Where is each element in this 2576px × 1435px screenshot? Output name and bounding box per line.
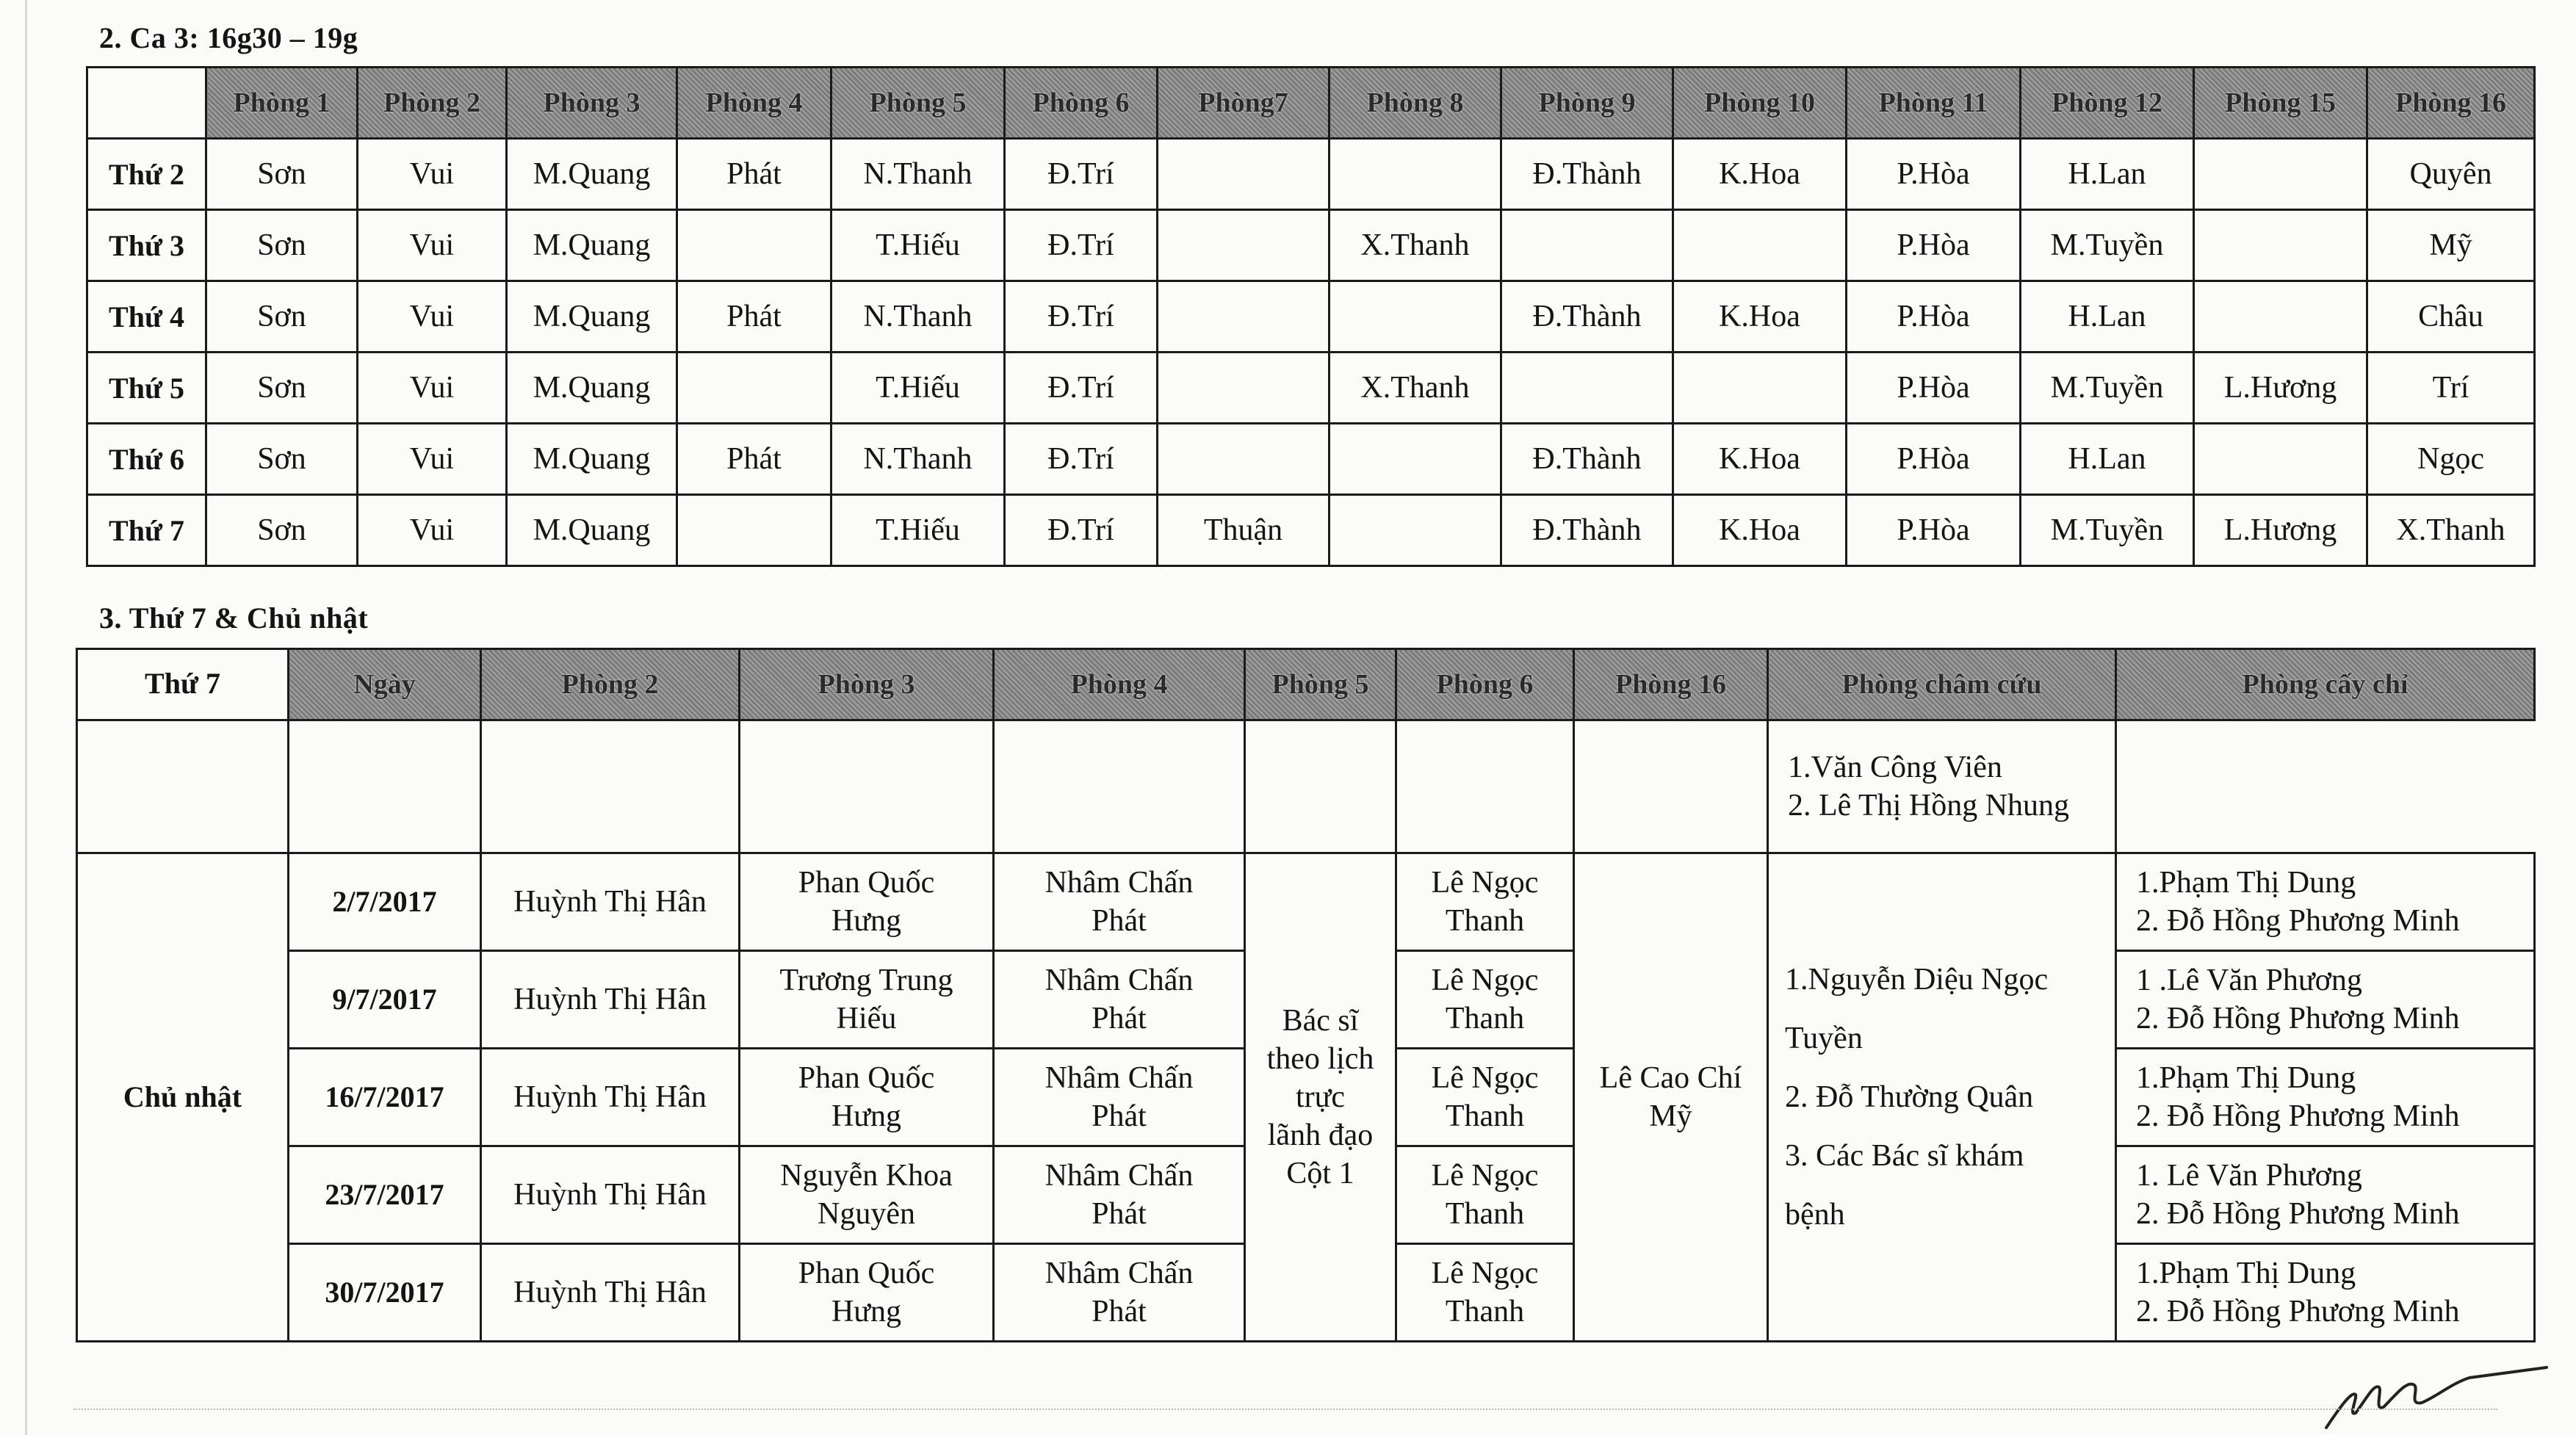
staff-cell: Sơn bbox=[206, 210, 358, 281]
staff-cell: Vui bbox=[358, 495, 507, 566]
column-header: Phòng cấy chỉ bbox=[2116, 649, 2535, 720]
cell-line: Lê Cao Chí bbox=[1599, 1061, 1742, 1095]
staff-cell: Sơn bbox=[206, 424, 358, 495]
cham-cuu-cell bbox=[1768, 853, 2116, 1342]
phong2-cell: Huỳnh Thị Hân bbox=[481, 853, 740, 951]
cell-line: Phát bbox=[1092, 1099, 1147, 1133]
staff-cell: Sơn bbox=[206, 353, 358, 424]
cell-line: Lê Ngọc bbox=[1431, 1061, 1539, 1095]
empty-cell bbox=[77, 720, 289, 853]
cell-line: Hiếu bbox=[836, 1002, 897, 1035]
staff-cell: Đ.Trí bbox=[1005, 139, 1158, 210]
staff-cell: T.Hiếu bbox=[831, 495, 1005, 566]
cell-line: Bác sĩ bbox=[1282, 1004, 1359, 1038]
cell-line: Lê Ngọc bbox=[1431, 1257, 1539, 1290]
phong2-cell: Huỳnh Thị Hân bbox=[481, 951, 740, 1049]
cay-chi-cell bbox=[2116, 1244, 2535, 1342]
phong2-cell: Huỳnh Thị Hân bbox=[481, 1146, 740, 1244]
staff-cell bbox=[2194, 139, 2367, 210]
phong4-cell bbox=[994, 951, 1245, 1049]
staff-cell: Đ.Trí bbox=[1005, 424, 1158, 495]
staff-cell bbox=[1501, 210, 1673, 281]
row-label-sunday: Chủ nhật bbox=[77, 853, 289, 1342]
staff-cell: Phát bbox=[677, 424, 831, 495]
cell-line: theo lịch bbox=[1266, 1042, 1374, 1076]
column-header: Phòng châm cứu bbox=[1768, 649, 2116, 720]
table-row bbox=[87, 139, 2535, 210]
date-cell: 30/7/2017 bbox=[289, 1244, 481, 1342]
phong3-cell bbox=[740, 951, 994, 1049]
cell-line: Phát bbox=[1092, 904, 1147, 938]
staff-cell: M.Quang bbox=[507, 210, 677, 281]
cell-line: Thanh bbox=[1445, 1295, 1525, 1329]
staff-cell bbox=[2194, 281, 2367, 353]
phong4-cell bbox=[994, 1049, 1245, 1146]
cell-line: Nhâm Chấn bbox=[1045, 964, 1194, 997]
scan-margin-shadow bbox=[25, 0, 27, 1435]
column-header: Phòng 4 bbox=[677, 68, 831, 139]
column-header: Phòng 9 bbox=[1501, 68, 1673, 139]
row-label-saturday: Thứ 7 bbox=[77, 649, 289, 720]
empty-cell bbox=[289, 720, 481, 853]
cell-line: Thanh bbox=[1445, 1002, 1525, 1035]
staff-cell: Sơn bbox=[206, 281, 358, 353]
cell-line: Cột 1 bbox=[1286, 1157, 1354, 1190]
column-header: Ngày bbox=[289, 649, 481, 720]
staff-cell: Phát bbox=[677, 139, 831, 210]
phong6-cell bbox=[1396, 853, 1574, 951]
staff-cell bbox=[1673, 353, 1847, 424]
staff-cell: Vui bbox=[358, 210, 507, 281]
cell-line: Lê Ngọc bbox=[1431, 964, 1539, 997]
cell-line: 2. Đỗ Hồng Phương Minh bbox=[2136, 1002, 2460, 1035]
staff-cell: Đ.Thành bbox=[1501, 139, 1673, 210]
cell-line: Phát bbox=[1092, 1002, 1147, 1035]
shift-3-schedule-table bbox=[86, 66, 2536, 567]
phong2-cell: Huỳnh Thị Hân bbox=[481, 1049, 740, 1146]
staff-cell: Đ.Thành bbox=[1501, 281, 1673, 353]
cell-line: Phát bbox=[1092, 1295, 1147, 1329]
cell-line: Hưng bbox=[831, 1295, 902, 1329]
staff-cell: K.Hoa bbox=[1673, 424, 1847, 495]
cell-line: Phan Quốc bbox=[798, 1061, 935, 1095]
section-2-heading: 2. Ca 3: 16g30 – 19g bbox=[99, 21, 358, 54]
staff-cell bbox=[1330, 495, 1501, 566]
phong4-cell bbox=[994, 1244, 1245, 1342]
staff-cell: K.Hoa bbox=[1673, 495, 1847, 566]
staff-cell bbox=[1330, 281, 1501, 353]
column-header: Phòng 10 bbox=[1673, 68, 1847, 139]
staff-cell: N.Thanh bbox=[831, 281, 1005, 353]
corner-cell bbox=[87, 68, 206, 139]
staff-cell: Châu bbox=[2367, 281, 2535, 353]
scan-edge-line bbox=[73, 1409, 2497, 1410]
cell-line: 2. Đỗ Thường Quân bbox=[1785, 1080, 2034, 1114]
phong3-cell bbox=[740, 1146, 994, 1244]
signature-mark bbox=[2312, 1354, 2554, 1435]
staff-cell: Đ.Trí bbox=[1005, 210, 1158, 281]
staff-cell: Vui bbox=[358, 139, 507, 210]
staff-cell: Sơn bbox=[206, 139, 358, 210]
staff-cell bbox=[1158, 139, 1330, 210]
date-cell: 23/7/2017 bbox=[289, 1146, 481, 1244]
section-3-heading: 3. Thứ 7 & Chủ nhật bbox=[99, 601, 369, 635]
staff-cell: Vui bbox=[358, 424, 507, 495]
column-header: Phòng 5 bbox=[831, 68, 1005, 139]
staff-cell: Mỹ bbox=[2367, 210, 2535, 281]
cell-line: Nhâm Chấn bbox=[1045, 1257, 1194, 1290]
cell-line: 1.Phạm Thị Dung bbox=[2136, 1061, 2356, 1095]
empty-cell bbox=[1574, 720, 1768, 853]
empty-cell bbox=[1396, 720, 1574, 853]
weekend-schedule-table bbox=[76, 648, 2536, 1342]
table-row bbox=[87, 281, 2535, 353]
cay-chi-cell bbox=[2116, 853, 2535, 951]
staff-cell bbox=[1501, 353, 1673, 424]
staff-cell: Đ.Trí bbox=[1005, 353, 1158, 424]
column-header: Phòng 12 bbox=[2021, 68, 2194, 139]
staff-cell: H.Lan bbox=[2021, 139, 2194, 210]
empty-cell bbox=[481, 720, 740, 853]
staff-cell: L.Hương bbox=[2194, 353, 2367, 424]
cell-line: trực bbox=[1295, 1080, 1346, 1114]
staff-cell bbox=[1158, 424, 1330, 495]
cell-line: Trương Trung bbox=[779, 964, 953, 997]
staff-cell: X.Thanh bbox=[1330, 210, 1501, 281]
staff-cell: Đ.Thành bbox=[1501, 495, 1673, 566]
cell-line: 3. Các Bác sĩ khám bbox=[1785, 1139, 2024, 1173]
cell-line: Mỹ bbox=[1649, 1099, 1692, 1133]
staff-cell: Sơn bbox=[206, 495, 358, 566]
phong3-cell bbox=[740, 1244, 994, 1342]
staff-cell: N.Thanh bbox=[831, 139, 1005, 210]
staff-cell: M.Tuyền bbox=[2021, 495, 2194, 566]
cell-line: 2. Đỗ Hồng Phương Minh bbox=[2136, 904, 2460, 938]
staff-cell: P.Hòa bbox=[1847, 139, 2021, 210]
staff-cell bbox=[677, 495, 831, 566]
phong4-cell bbox=[994, 1146, 1245, 1244]
column-header: Phòng 6 bbox=[1005, 68, 1158, 139]
table-row bbox=[87, 495, 2535, 566]
staff-cell: T.Hiếu bbox=[831, 210, 1005, 281]
cell-line: 2. Đỗ Hồng Phương Minh bbox=[2136, 1099, 2460, 1133]
staff-cell bbox=[2194, 424, 2367, 495]
staff-cell: M.Quang bbox=[507, 424, 677, 495]
column-header: Phòng 15 bbox=[2194, 68, 2367, 139]
phong5-cell bbox=[1245, 853, 1396, 1342]
cell-line: Nhâm Chấn bbox=[1045, 866, 1194, 900]
staff-cell: N.Thanh bbox=[831, 424, 1005, 495]
cell-line: Thanh bbox=[1445, 904, 1525, 938]
cell-line: 1. Lê Văn Phương bbox=[2136, 1159, 2362, 1193]
staff-cell: L.Hương bbox=[2194, 495, 2367, 566]
phong6-cell bbox=[1396, 1146, 1574, 1244]
staff-cell bbox=[677, 210, 831, 281]
day-label: Thứ 5 bbox=[87, 353, 206, 424]
staff-cell: H.Lan bbox=[2021, 424, 2194, 495]
cell-line: 2. Đỗ Hồng Phương Minh bbox=[2136, 1197, 2460, 1231]
cell-line: Thanh bbox=[1445, 1197, 1525, 1231]
staff-cell bbox=[1330, 424, 1501, 495]
cell-line: 1.Nguyễn Diệu Ngọc bbox=[1785, 963, 2049, 997]
phong6-cell bbox=[1396, 1049, 1574, 1146]
staff-cell: X.Thanh bbox=[2367, 495, 2535, 566]
cell-line: Lê Ngọc bbox=[1431, 1159, 1539, 1193]
staff-cell: H.Lan bbox=[2021, 281, 2194, 353]
empty-cell bbox=[1245, 720, 1396, 853]
cell-line: Phát bbox=[1092, 1197, 1147, 1231]
staff-cell: Quyên bbox=[2367, 139, 2535, 210]
phong4-cell bbox=[994, 853, 1245, 951]
cell-line: Nhâm Chấn bbox=[1045, 1061, 1194, 1095]
empty-cell bbox=[994, 720, 1245, 853]
cell-line: Phan Quốc bbox=[798, 866, 935, 900]
cay-chi-cell bbox=[2116, 1049, 2535, 1146]
cell-line: 2. Đỗ Hồng Phương Minh bbox=[2136, 1295, 2460, 1329]
cell-line: lãnh đạo bbox=[1267, 1118, 1374, 1152]
saturday-cay-chi-cell bbox=[1768, 720, 2116, 853]
staff-cell bbox=[1673, 210, 1847, 281]
day-label: Thứ 2 bbox=[87, 139, 206, 210]
staff-name: 2. Lê Thị Hồng Nhung bbox=[1788, 789, 2070, 823]
cell-line: Hưng bbox=[831, 904, 902, 938]
staff-cell: M.Quang bbox=[507, 281, 677, 353]
column-header: Phòng 4 bbox=[994, 649, 1245, 720]
cell-line: 1 .Lê Văn Phương bbox=[2136, 964, 2362, 997]
cell-line: Nhâm Chấn bbox=[1045, 1159, 1194, 1193]
day-label: Thứ 6 bbox=[87, 424, 206, 495]
staff-cell: K.Hoa bbox=[1673, 281, 1847, 353]
staff-cell: Ngọc bbox=[2367, 424, 2535, 495]
column-header: Phòng 8 bbox=[1330, 68, 1501, 139]
staff-cell: K.Hoa bbox=[1673, 139, 1847, 210]
staff-cell: M.Quang bbox=[507, 353, 677, 424]
table-header-row bbox=[87, 68, 2535, 139]
staff-cell: P.Hòa bbox=[1847, 210, 2021, 281]
staff-cell bbox=[1158, 353, 1330, 424]
staff-cell: P.Hòa bbox=[1847, 495, 2021, 566]
column-header: Phòng 3 bbox=[740, 649, 994, 720]
cell-line: Thanh bbox=[1445, 1099, 1525, 1133]
phong6-cell bbox=[1396, 1244, 1574, 1342]
column-header: Phòng 2 bbox=[358, 68, 507, 139]
cell-line: Lê Ngọc bbox=[1431, 866, 1539, 900]
staff-cell: Trí bbox=[2367, 353, 2535, 424]
cell-line: Nguyễn Khoa bbox=[780, 1159, 953, 1193]
phong3-cell bbox=[740, 853, 994, 951]
column-header: Phòng 16 bbox=[1574, 649, 1768, 720]
cay-chi-cell bbox=[2116, 1146, 2535, 1244]
phong16-cell bbox=[1574, 853, 1768, 1342]
staff-cell: Vui bbox=[358, 353, 507, 424]
staff-cell: Phát bbox=[677, 281, 831, 353]
sunday-row bbox=[77, 853, 2535, 951]
staff-cell: Thuận bbox=[1158, 495, 1330, 566]
cell-line: 1.Phạm Thị Dung bbox=[2136, 1257, 2356, 1290]
column-header: Phòng 3 bbox=[507, 68, 677, 139]
phong2-cell: Huỳnh Thị Hân bbox=[481, 1244, 740, 1342]
cay-chi-cell bbox=[2116, 951, 2535, 1049]
column-header: Phòng7 bbox=[1158, 68, 1330, 139]
phong6-cell bbox=[1396, 951, 1574, 1049]
day-label: Thứ 4 bbox=[87, 281, 206, 353]
staff-cell: M.Quang bbox=[507, 495, 677, 566]
table-header-row bbox=[77, 649, 2535, 720]
day-label: Thứ 7 bbox=[87, 495, 206, 566]
cell-line: 1.Phạm Thị Dung bbox=[2136, 866, 2356, 900]
staff-cell: M.Tuyền bbox=[2021, 210, 2194, 281]
staff-cell bbox=[1330, 139, 1501, 210]
phong3-cell bbox=[740, 1049, 994, 1146]
staff-cell: P.Hòa bbox=[1847, 424, 2021, 495]
staff-cell: P.Hòa bbox=[1847, 281, 2021, 353]
staff-cell bbox=[2194, 210, 2367, 281]
staff-cell: P.Hòa bbox=[1847, 353, 2021, 424]
staff-name: 1.Văn Công Viên bbox=[1788, 751, 2002, 784]
date-cell: 2/7/2017 bbox=[289, 853, 481, 951]
staff-cell: Đ.Thành bbox=[1501, 424, 1673, 495]
date-cell: 16/7/2017 bbox=[289, 1049, 481, 1146]
table-row bbox=[87, 210, 2535, 281]
column-header: Phòng 2 bbox=[481, 649, 740, 720]
staff-cell: M.Quang bbox=[507, 139, 677, 210]
empty-cell bbox=[740, 720, 994, 853]
staff-cell: Vui bbox=[358, 281, 507, 353]
column-header: Phòng 11 bbox=[1847, 68, 2021, 139]
column-header: Phòng 6 bbox=[1396, 649, 1574, 720]
saturday-row bbox=[77, 720, 2535, 853]
table-row bbox=[87, 353, 2535, 424]
day-label: Thứ 3 bbox=[87, 210, 206, 281]
staff-cell bbox=[677, 353, 831, 424]
cell-line: bệnh bbox=[1785, 1198, 1845, 1232]
cell-line: Hưng bbox=[831, 1099, 902, 1133]
staff-cell bbox=[1158, 210, 1330, 281]
date-cell: 9/7/2017 bbox=[289, 951, 481, 1049]
cell-line: Phan Quốc bbox=[798, 1257, 935, 1290]
staff-cell: Đ.Trí bbox=[1005, 281, 1158, 353]
staff-cell bbox=[1158, 281, 1330, 353]
column-header: Phòng 1 bbox=[206, 68, 358, 139]
table-row bbox=[87, 424, 2535, 495]
cell-line: Nguyên bbox=[818, 1197, 915, 1231]
staff-cell: M.Tuyền bbox=[2021, 353, 2194, 424]
column-header: Phòng 5 bbox=[1245, 649, 1396, 720]
staff-cell: Đ.Trí bbox=[1005, 495, 1158, 566]
column-header: Phòng 16 bbox=[2367, 68, 2535, 139]
cell-line: Tuyền bbox=[1785, 1022, 1863, 1055]
staff-cell: T.Hiếu bbox=[831, 353, 1005, 424]
staff-cell: X.Thanh bbox=[1330, 353, 1501, 424]
